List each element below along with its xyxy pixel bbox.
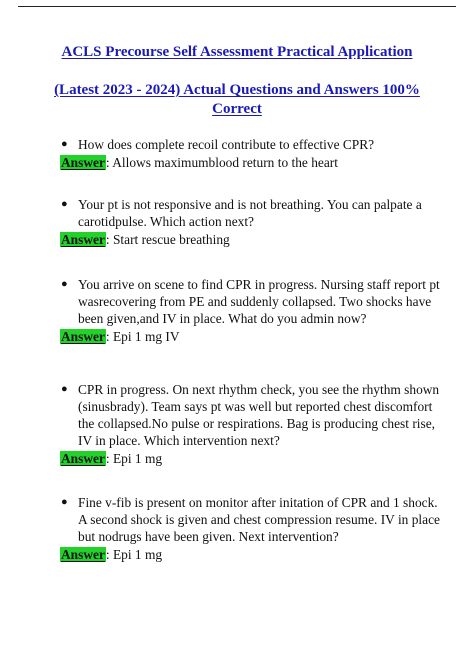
qa-item-4 xyxy=(60,381,444,467)
question-5 xyxy=(60,494,444,545)
question-text: You arrive on scene to find CPR in progress. Nursing staff report pt wasrecovering from PE and suddenly collapsed. Two shocks have been given,and IV in place. What do you admin now? xyxy=(78,277,440,326)
qa-item-2 xyxy=(60,196,444,248)
question-text: How does complete recoil contribute to effective CPR? xyxy=(78,137,375,152)
answer-text: : Allows maximumblood return to the heart xyxy=(105,155,338,170)
answer-5 xyxy=(60,546,444,563)
bullet-icon: ● xyxy=(61,198,68,210)
bullet-icon: ● xyxy=(61,383,68,395)
question-text: Your pt is not responsive and is not breathing. You can palpate a carotidpulse. Which action next? xyxy=(78,197,422,229)
question-2 xyxy=(60,196,444,230)
question-text: Fine v-fib is present on monitor after initation of CPR and 1 shock. A second shock is given and chest compression resume. IV in place but nodrugs have been given. Next intervention? xyxy=(78,495,440,544)
bullet-icon: ● xyxy=(61,278,68,290)
question-text: CPR in progress. On next rhythm check, you see the rhythm shown (sinusbrady). Team says pt was well but reported chest discomfort the collapsed.No pulse or respirations. Bag is producing chest rise, IV in place. Which intervention next? xyxy=(78,382,440,448)
answer-2 xyxy=(60,231,444,248)
answer-text: : Epi 1 mg xyxy=(105,547,163,562)
answer-text: : Epi 1 mg xyxy=(105,451,163,466)
bullet-icon: ● xyxy=(61,138,68,150)
qa-item-5 xyxy=(60,494,444,563)
question-3 xyxy=(60,276,444,327)
document-title-line1: ACLS Precourse Self Assessment Practical Application xyxy=(61,44,413,60)
answer-3 xyxy=(60,328,444,345)
answer-label: Answer xyxy=(61,547,105,562)
answer-label: Answer xyxy=(61,451,105,466)
document-title-line2: (Latest 2023 - 2024) Actual Questions and Answers 100% Correct xyxy=(54,82,420,117)
answer-label: Answer xyxy=(61,329,105,344)
qa-item-3 xyxy=(60,276,444,345)
question-4 xyxy=(60,381,444,449)
top-border-line xyxy=(18,6,456,7)
answer-text: : Start rescue breathing xyxy=(105,232,230,247)
answer-label: Answer xyxy=(61,232,105,247)
question-1 xyxy=(60,136,444,153)
answer-1 xyxy=(60,154,444,171)
answer-text: : Epi 1 mg IV xyxy=(105,329,180,344)
answer-label: Answer xyxy=(61,155,105,170)
answer-4 xyxy=(60,450,444,467)
bullet-icon: ● xyxy=(61,496,68,508)
qa-item-1 xyxy=(60,136,444,171)
